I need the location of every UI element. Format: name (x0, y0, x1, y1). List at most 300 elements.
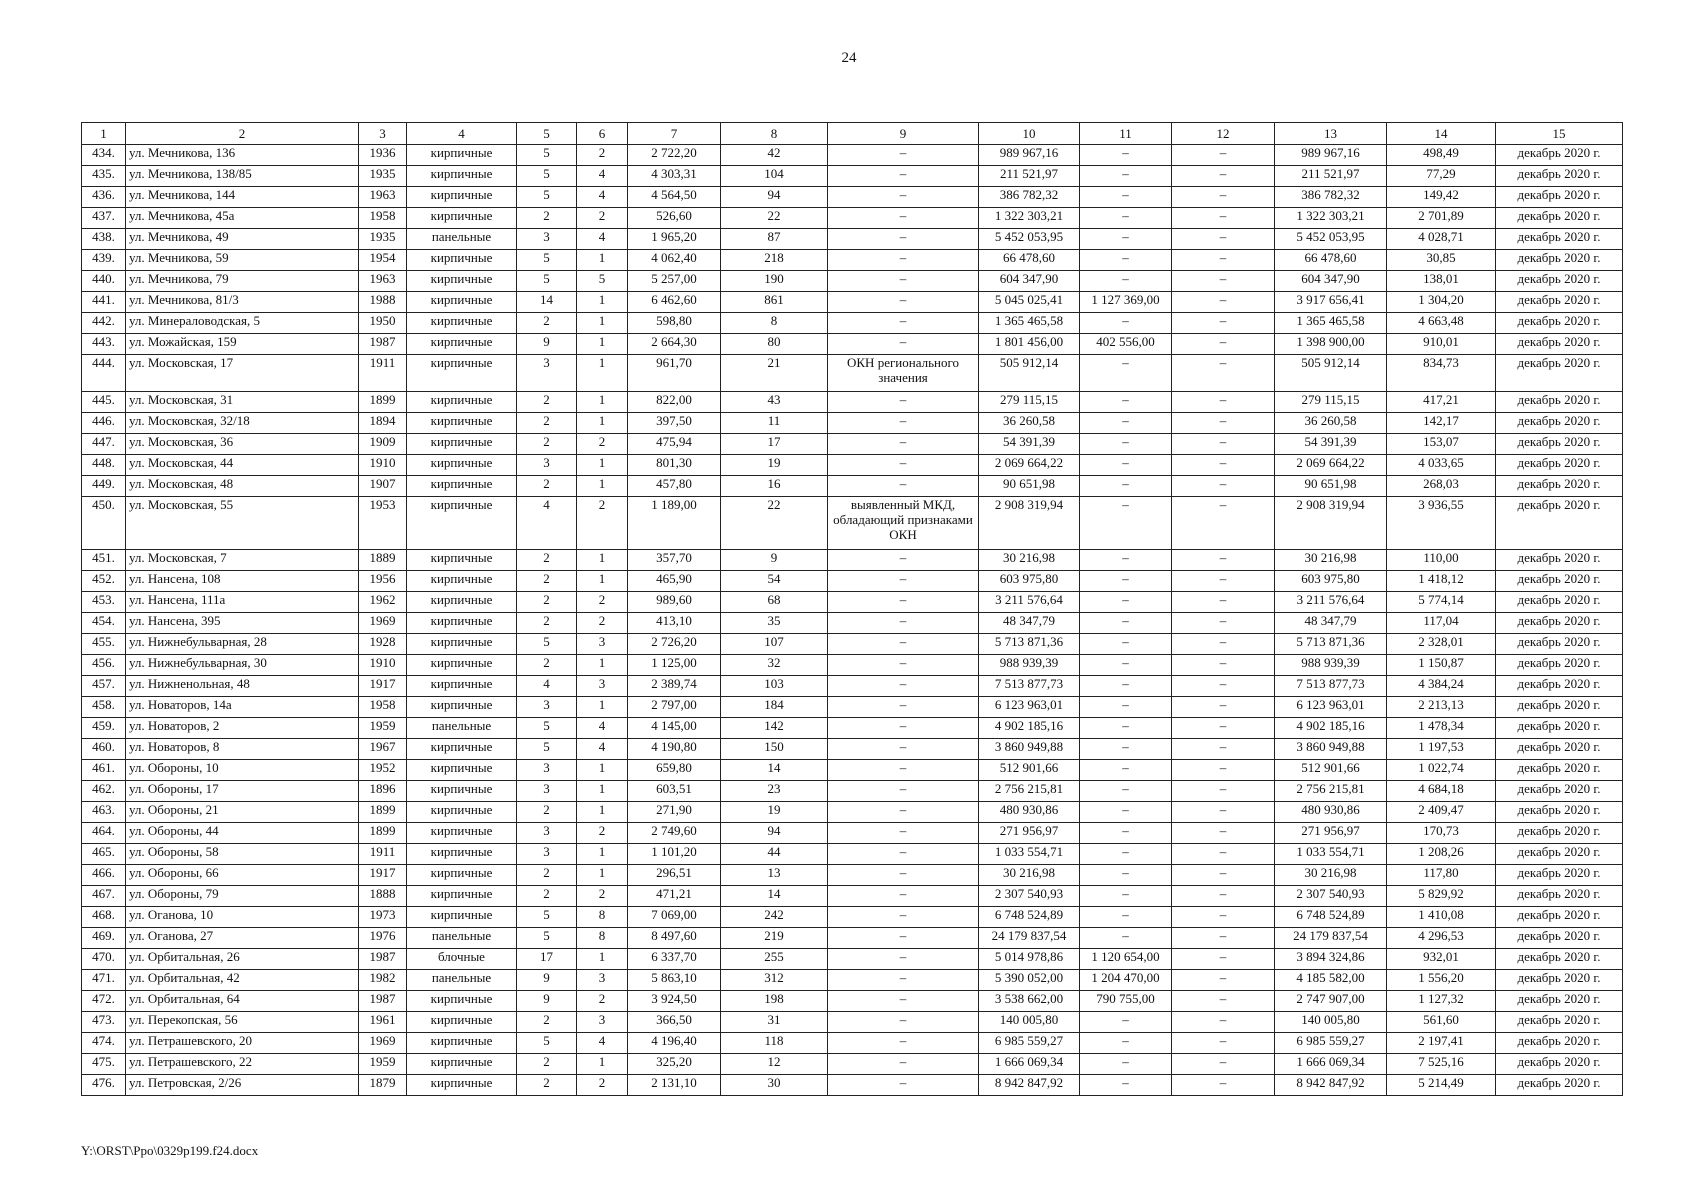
cell-cost-col-12: – (1172, 886, 1275, 907)
table-row (82, 313, 1623, 334)
table-row (82, 823, 1623, 844)
cell-cost-col-12: – (1172, 355, 1275, 392)
cell-total-area: 465,90 (628, 571, 721, 592)
cell-total-area: 2 722,20 (628, 145, 721, 166)
cell-floors: 2 (517, 865, 577, 886)
cell-cost-col-11: – (1080, 187, 1172, 208)
cell-heritage-status: – (828, 1033, 979, 1054)
cell-total-area: 4 190,80 (628, 739, 721, 760)
table-row (82, 739, 1623, 760)
cell-build-year: 1894 (359, 413, 407, 434)
cell-build-year: 1909 (359, 434, 407, 455)
cell-heritage-status: – (828, 718, 979, 739)
cell-deadline: декабрь 2020 г. (1496, 413, 1623, 434)
cell-total-area: 413,10 (628, 613, 721, 634)
cell-wall-material: кирпичные (407, 550, 517, 571)
cell-cost-col-13: 5 452 053,95 (1275, 229, 1387, 250)
table-row (82, 928, 1623, 949)
cell-deadline: декабрь 2020 г. (1496, 550, 1623, 571)
cell-address: ул. Обороны, 79 (126, 886, 359, 907)
cell-cost-per-sqm: 3 936,55 (1387, 497, 1496, 550)
cell-row-number: 443. (82, 334, 126, 355)
cell-deadline: декабрь 2020 г. (1496, 476, 1623, 497)
cell-cost-col-13: 7 513 877,73 (1275, 676, 1387, 697)
cell-total-cost: 211 521,97 (979, 166, 1080, 187)
cell-cost-col-11: – (1080, 413, 1172, 434)
cell-floors: 5 (517, 145, 577, 166)
cell-deadline: декабрь 2020 г. (1496, 1075, 1623, 1096)
cell-entrances: 2 (577, 145, 628, 166)
cell-cost-col-11: – (1080, 613, 1172, 634)
table-row (82, 613, 1623, 634)
cell-build-year: 1950 (359, 313, 407, 334)
cell-address: ул. Орбитальная, 64 (126, 991, 359, 1012)
cell-total-area: 6 337,70 (628, 949, 721, 970)
cell-total-area: 5 863,10 (628, 970, 721, 991)
cell-build-year: 1987 (359, 949, 407, 970)
cell-cost-col-13: 3 894 324,86 (1275, 949, 1387, 970)
cell-wall-material: кирпичные (407, 676, 517, 697)
cell-entrances: 1 (577, 313, 628, 334)
cell-deadline: декабрь 2020 г. (1496, 229, 1623, 250)
cell-cost-per-sqm: 149,42 (1387, 187, 1496, 208)
cell-address: ул. Орбитальная, 42 (126, 970, 359, 991)
cell-heritage-status: – (828, 865, 979, 886)
cell-cost-col-13: 1 033 554,71 (1275, 844, 1387, 865)
cell-cost-per-sqm: 1 304,20 (1387, 292, 1496, 313)
cell-address: ул. Мечникова, 49 (126, 229, 359, 250)
cell-wall-material: кирпичные (407, 355, 517, 392)
cell-cost-col-11: – (1080, 208, 1172, 229)
cell-cost-per-sqm: 268,03 (1387, 476, 1496, 497)
cell-deadline: декабрь 2020 г. (1496, 1054, 1623, 1075)
cell-entrances: 4 (577, 718, 628, 739)
cell-residents: 11 (721, 413, 828, 434)
cell-cost-col-11: – (1080, 844, 1172, 865)
cell-address: ул. Петровская, 2/26 (126, 1075, 359, 1096)
cell-build-year: 1928 (359, 634, 407, 655)
cell-cost-per-sqm: 4 296,53 (1387, 928, 1496, 949)
cell-cost-col-12: – (1172, 497, 1275, 550)
table-row (82, 166, 1623, 187)
cell-cost-col-12: – (1172, 208, 1275, 229)
cell-total-area: 271,90 (628, 802, 721, 823)
cell-entrances: 1 (577, 802, 628, 823)
cell-address: ул. Новаторов, 14а (126, 697, 359, 718)
cell-deadline: декабрь 2020 г. (1496, 497, 1623, 550)
cell-cost-per-sqm: 7 525,16 (1387, 1054, 1496, 1075)
table-row (82, 865, 1623, 886)
cell-build-year: 1976 (359, 928, 407, 949)
cell-heritage-status: – (828, 634, 979, 655)
cell-deadline: декабрь 2020 г. (1496, 392, 1623, 413)
cell-build-year: 1958 (359, 208, 407, 229)
cell-cost-col-11: – (1080, 497, 1172, 550)
cell-floors: 9 (517, 334, 577, 355)
cell-cost-per-sqm: 1 208,26 (1387, 844, 1496, 865)
cell-deadline: декабрь 2020 г. (1496, 334, 1623, 355)
cell-cost-col-12: – (1172, 571, 1275, 592)
cell-deadline: декабрь 2020 г. (1496, 187, 1623, 208)
cell-cost-per-sqm: 2 213,13 (1387, 697, 1496, 718)
cell-total-area: 471,21 (628, 886, 721, 907)
cell-deadline: декабрь 2020 г. (1496, 355, 1623, 392)
cell-wall-material: кирпичные (407, 250, 517, 271)
cell-cost-col-13: 48 347,79 (1275, 613, 1387, 634)
cell-entrances: 2 (577, 886, 628, 907)
cell-deadline: декабрь 2020 г. (1496, 886, 1623, 907)
cell-row-number: 442. (82, 313, 126, 334)
cell-total-area: 6 462,60 (628, 292, 721, 313)
cell-residents: 104 (721, 166, 828, 187)
cell-address: ул. Мечникова, 81/3 (126, 292, 359, 313)
cell-cost-col-11: – (1080, 676, 1172, 697)
cell-build-year: 1911 (359, 355, 407, 392)
cell-cost-col-13: 4 185 582,00 (1275, 970, 1387, 991)
cell-deadline: декабрь 2020 г. (1496, 991, 1623, 1012)
cell-cost-col-11: – (1080, 392, 1172, 413)
cell-cost-col-13: 480 930,86 (1275, 802, 1387, 823)
cell-row-number: 440. (82, 271, 126, 292)
cell-entrances: 2 (577, 1075, 628, 1096)
cell-heritage-status: – (828, 455, 979, 476)
cell-address: ул. Петрашевского, 20 (126, 1033, 359, 1054)
cell-address: ул. Петрашевского, 22 (126, 1054, 359, 1075)
cell-deadline: декабрь 2020 г. (1496, 634, 1623, 655)
cell-wall-material: кирпичные (407, 1054, 517, 1075)
cell-total-cost: 48 347,79 (979, 613, 1080, 634)
cell-row-number: 462. (82, 781, 126, 802)
cell-total-cost: 1 666 069,34 (979, 1054, 1080, 1075)
cell-build-year: 1917 (359, 865, 407, 886)
cell-build-year: 1962 (359, 592, 407, 613)
cell-cost-per-sqm: 2 409,47 (1387, 802, 1496, 823)
cell-cost-col-12: – (1172, 250, 1275, 271)
cell-cost-col-13: 512 901,66 (1275, 760, 1387, 781)
cell-build-year: 1987 (359, 334, 407, 355)
cell-cost-col-12: – (1172, 145, 1275, 166)
cell-entrances: 2 (577, 497, 628, 550)
cell-cost-per-sqm: 1 197,53 (1387, 739, 1496, 760)
cell-heritage-status: – (828, 760, 979, 781)
cell-cost-col-12: – (1172, 550, 1275, 571)
cell-heritage-status: – (828, 392, 979, 413)
cell-cost-col-13: 6 123 963,01 (1275, 697, 1387, 718)
cell-row-number: 463. (82, 802, 126, 823)
cell-heritage-status: – (828, 145, 979, 166)
cell-entrances: 4 (577, 187, 628, 208)
cell-address: ул. Оганова, 27 (126, 928, 359, 949)
cell-cost-col-11: – (1080, 229, 1172, 250)
cell-cost-col-13: 604 347,90 (1275, 271, 1387, 292)
cell-wall-material: панельные (407, 718, 517, 739)
cell-cost-col-12: – (1172, 1012, 1275, 1033)
cell-cost-col-13: 2 756 215,81 (1275, 781, 1387, 802)
cell-cost-per-sqm: 5 829,92 (1387, 886, 1496, 907)
cell-cost-col-13: 603 975,80 (1275, 571, 1387, 592)
cell-total-cost: 30 216,98 (979, 550, 1080, 571)
cell-cost-col-11: 790 755,00 (1080, 991, 1172, 1012)
cell-cost-col-13: 66 478,60 (1275, 250, 1387, 271)
cell-cost-col-12: – (1172, 313, 1275, 334)
table-row (82, 392, 1623, 413)
cell-floors: 3 (517, 823, 577, 844)
cell-cost-col-12: – (1172, 392, 1275, 413)
cell-row-number: 436. (82, 187, 126, 208)
cell-entrances: 1 (577, 865, 628, 886)
cell-deadline: декабрь 2020 г. (1496, 907, 1623, 928)
cell-wall-material: кирпичные (407, 187, 517, 208)
cell-deadline: декабрь 2020 г. (1496, 434, 1623, 455)
cell-deadline: декабрь 2020 г. (1496, 739, 1623, 760)
cell-entrances: 1 (577, 949, 628, 970)
cell-cost-col-13: 1 322 303,21 (1275, 208, 1387, 229)
cell-address: ул. Мечникова, 59 (126, 250, 359, 271)
cell-wall-material: кирпичные (407, 208, 517, 229)
column-header: 5 (517, 123, 577, 145)
column-header: 3 (359, 123, 407, 145)
cell-deadline: декабрь 2020 г. (1496, 718, 1623, 739)
cell-build-year: 1969 (359, 1033, 407, 1054)
cell-wall-material: кирпичные (407, 613, 517, 634)
cell-residents: 9 (721, 550, 828, 571)
cell-total-area: 357,70 (628, 550, 721, 571)
cell-cost-col-12: – (1172, 292, 1275, 313)
cell-residents: 21 (721, 355, 828, 392)
cell-cost-col-11: – (1080, 1033, 1172, 1054)
table-row (82, 655, 1623, 676)
cell-cost-col-12: – (1172, 271, 1275, 292)
cell-entrances: 1 (577, 476, 628, 497)
cell-cost-per-sqm: 1 022,74 (1387, 760, 1496, 781)
cell-cost-per-sqm: 2 197,41 (1387, 1033, 1496, 1054)
cell-floors: 9 (517, 970, 577, 991)
cell-cost-per-sqm: 1 127,32 (1387, 991, 1496, 1012)
cell-entrances: 1 (577, 355, 628, 392)
cell-wall-material: кирпичные (407, 991, 517, 1012)
cell-residents: 44 (721, 844, 828, 865)
cell-deadline: декабрь 2020 г. (1496, 655, 1623, 676)
cell-address: ул. Нижнебульварная, 30 (126, 655, 359, 676)
cell-residents: 103 (721, 676, 828, 697)
table-row (82, 145, 1623, 166)
table-row (82, 271, 1623, 292)
column-header: 13 (1275, 123, 1387, 145)
cell-address: ул. Нансена, 111а (126, 592, 359, 613)
table-row (82, 229, 1623, 250)
cell-cost-per-sqm: 77,29 (1387, 166, 1496, 187)
cell-total-area: 5 257,00 (628, 271, 721, 292)
cell-cost-col-13: 271 956,97 (1275, 823, 1387, 844)
table-row (82, 781, 1623, 802)
cell-cost-col-11: – (1080, 166, 1172, 187)
cell-floors: 2 (517, 592, 577, 613)
cell-total-area: 296,51 (628, 865, 721, 886)
cell-deadline: декабрь 2020 г. (1496, 928, 1623, 949)
cell-row-number: 470. (82, 949, 126, 970)
cell-cost-col-11: – (1080, 1075, 1172, 1096)
cell-cost-col-12: – (1172, 907, 1275, 928)
cell-total-cost: 4 902 185,16 (979, 718, 1080, 739)
cell-deadline: декабрь 2020 г. (1496, 1033, 1623, 1054)
cell-heritage-status: – (828, 613, 979, 634)
cell-heritage-status: – (828, 571, 979, 592)
cell-heritage-status: – (828, 313, 979, 334)
cell-row-number: 473. (82, 1012, 126, 1033)
cell-build-year: 1963 (359, 271, 407, 292)
table-row (82, 497, 1623, 550)
cell-residents: 23 (721, 781, 828, 802)
table-row (82, 455, 1623, 476)
cell-deadline: декабрь 2020 г. (1496, 250, 1623, 271)
column-header: 7 (628, 123, 721, 145)
table-row (82, 413, 1623, 434)
cell-cost-col-13: 140 005,80 (1275, 1012, 1387, 1033)
cell-address: ул. Московская, 31 (126, 392, 359, 413)
cell-cost-col-13: 30 216,98 (1275, 865, 1387, 886)
cell-cost-per-sqm: 910,01 (1387, 334, 1496, 355)
cell-cost-col-13: 3 211 576,64 (1275, 592, 1387, 613)
table-row (82, 991, 1623, 1012)
table-row (82, 355, 1623, 392)
cell-floors: 5 (517, 1033, 577, 1054)
footer-file-path: Y:\ORST\Ppo\0329p199.f24.docx (81, 1143, 259, 1158)
cell-floors: 2 (517, 655, 577, 676)
column-number-row (82, 123, 1623, 145)
table-row (82, 949, 1623, 970)
cell-heritage-status: – (828, 802, 979, 823)
cell-cost-col-12: – (1172, 697, 1275, 718)
cell-wall-material: кирпичные (407, 292, 517, 313)
cell-wall-material: кирпичные (407, 844, 517, 865)
cell-heritage-status: – (828, 334, 979, 355)
cell-row-number: 474. (82, 1033, 126, 1054)
cell-build-year: 1911 (359, 844, 407, 865)
cell-cost-col-12: – (1172, 1033, 1275, 1054)
cell-cost-col-11: – (1080, 760, 1172, 781)
cell-residents: 861 (721, 292, 828, 313)
cell-total-cost: 24 179 837,54 (979, 928, 1080, 949)
cell-residents: 8 (721, 313, 828, 334)
cell-total-cost: 2 756 215,81 (979, 781, 1080, 802)
cell-residents: 107 (721, 634, 828, 655)
cell-residents: 80 (721, 334, 828, 355)
cell-floors: 5 (517, 187, 577, 208)
table-row (82, 187, 1623, 208)
cell-address: ул. Мечникова, 144 (126, 187, 359, 208)
cell-heritage-status: – (828, 434, 979, 455)
cell-build-year: 1988 (359, 292, 407, 313)
table-row (82, 550, 1623, 571)
cell-deadline: декабрь 2020 г. (1496, 697, 1623, 718)
cell-cost-per-sqm: 138,01 (1387, 271, 1496, 292)
cell-floors: 2 (517, 1012, 577, 1033)
cell-row-number: 452. (82, 571, 126, 592)
cell-total-area: 989,60 (628, 592, 721, 613)
cell-cost-col-13: 24 179 837,54 (1275, 928, 1387, 949)
table-row (82, 334, 1623, 355)
cell-entrances: 3 (577, 1012, 628, 1033)
cell-address: ул. Мечникова, 45а (126, 208, 359, 229)
cell-wall-material: кирпичные (407, 1012, 517, 1033)
cell-row-number: 453. (82, 592, 126, 613)
cell-row-number: 460. (82, 739, 126, 760)
cell-entrances: 2 (577, 823, 628, 844)
cell-cost-col-11: 1 120 654,00 (1080, 949, 1172, 970)
cell-total-area: 961,70 (628, 355, 721, 392)
cell-cost-col-13: 988 939,39 (1275, 655, 1387, 676)
cell-address: ул. Мечникова, 79 (126, 271, 359, 292)
cell-wall-material: кирпичные (407, 592, 517, 613)
cell-total-cost: 5 390 052,00 (979, 970, 1080, 991)
cell-total-cost: 54 391,39 (979, 434, 1080, 455)
cell-heritage-status: – (828, 229, 979, 250)
cell-total-cost: 271 956,97 (979, 823, 1080, 844)
cell-entrances: 3 (577, 634, 628, 655)
cell-deadline: декабрь 2020 г. (1496, 208, 1623, 229)
cell-floors: 4 (517, 497, 577, 550)
column-header: 6 (577, 123, 628, 145)
cell-total-cost: 6 123 963,01 (979, 697, 1080, 718)
cell-cost-col-11: – (1080, 634, 1172, 655)
cell-build-year: 1899 (359, 802, 407, 823)
cell-row-number: 464. (82, 823, 126, 844)
cell-row-number: 449. (82, 476, 126, 497)
cell-wall-material: кирпичные (407, 145, 517, 166)
cell-row-number: 447. (82, 434, 126, 455)
cell-floors: 3 (517, 455, 577, 476)
cell-residents: 42 (721, 145, 828, 166)
cell-entrances: 4 (577, 166, 628, 187)
cell-row-number: 476. (82, 1075, 126, 1096)
cell-total-area: 4 303,31 (628, 166, 721, 187)
cell-address: ул. Московская, 17 (126, 355, 359, 392)
cell-cost-col-13: 4 902 185,16 (1275, 718, 1387, 739)
cell-residents: 94 (721, 823, 828, 844)
cell-heritage-status: – (828, 550, 979, 571)
cell-cost-col-11: – (1080, 455, 1172, 476)
cell-row-number: 450. (82, 497, 126, 550)
cell-wall-material: кирпичные (407, 1033, 517, 1054)
cell-entrances: 1 (577, 760, 628, 781)
cell-floors: 2 (517, 571, 577, 592)
cell-total-area: 2 664,30 (628, 334, 721, 355)
cell-build-year: 1936 (359, 145, 407, 166)
cell-total-cost: 1 365 465,58 (979, 313, 1080, 334)
cell-floors: 2 (517, 1054, 577, 1075)
cell-floors: 3 (517, 781, 577, 802)
cell-build-year: 1973 (359, 907, 407, 928)
cell-floors: 3 (517, 697, 577, 718)
cell-heritage-status: – (828, 781, 979, 802)
cell-cost-col-11: – (1080, 697, 1172, 718)
cell-residents: 35 (721, 613, 828, 634)
cell-cost-col-12: – (1172, 949, 1275, 970)
cell-cost-per-sqm: 932,01 (1387, 949, 1496, 970)
cell-cost-per-sqm: 142,17 (1387, 413, 1496, 434)
cell-row-number: 465. (82, 844, 126, 865)
cell-heritage-status: – (828, 413, 979, 434)
cell-total-cost: 3 211 576,64 (979, 592, 1080, 613)
column-header: 15 (1496, 123, 1623, 145)
cell-residents: 14 (721, 886, 828, 907)
cell-residents: 255 (721, 949, 828, 970)
cell-cost-col-12: – (1172, 434, 1275, 455)
cell-address: ул. Обороны, 58 (126, 844, 359, 865)
cell-deadline: декабрь 2020 г. (1496, 802, 1623, 823)
cell-cost-col-11: – (1080, 355, 1172, 392)
cell-floors: 2 (517, 208, 577, 229)
